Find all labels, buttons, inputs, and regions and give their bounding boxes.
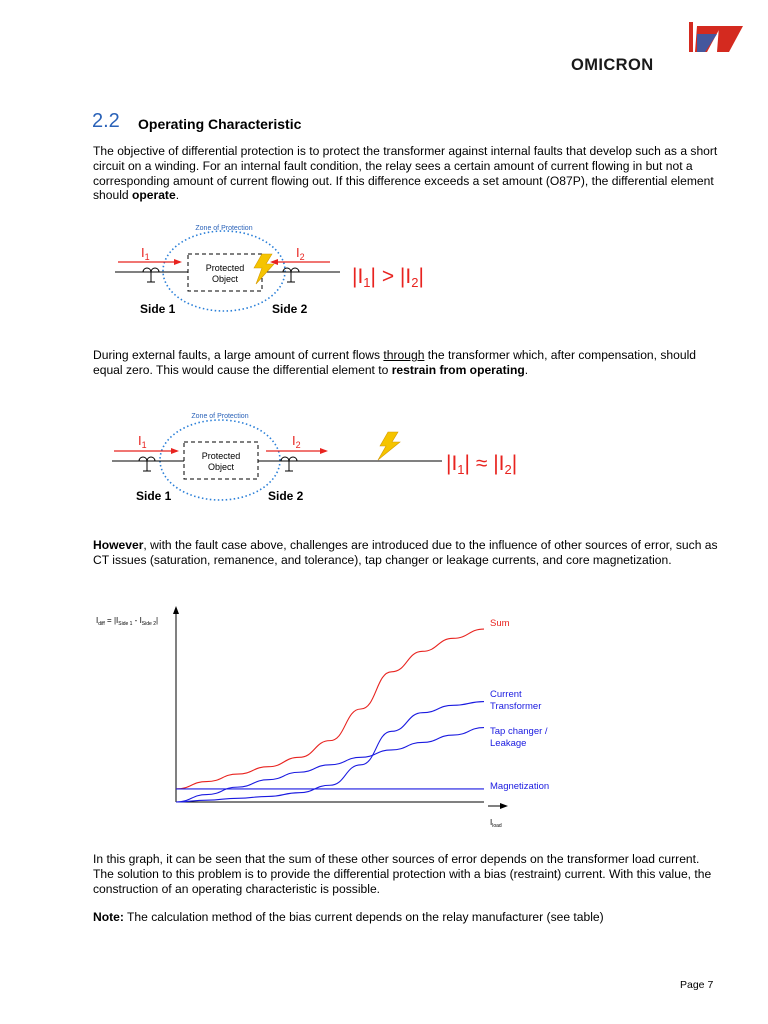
section-title: Operating Characteristic <box>138 116 302 132</box>
svg-text:|I1| > |I2|: |I1| > |I2| <box>352 265 424 290</box>
svg-text:Idiff = |ISide 1 - ISide 2|: $I_{diff} = |I_{Side 1} - I_{Side 2}|$ <box>96 616 159 627</box>
label-ct-2: Transformer <box>490 701 542 712</box>
chart-xlabel: $I_{load}$ <box>490 818 502 829</box>
series-line-1 <box>176 702 484 802</box>
internal-fault-diagram <box>0 218 768 322</box>
label-i1: $I_1$ <box>138 433 147 450</box>
protected-object-label-2: Object <box>211 274 239 284</box>
paragraph-external-underline: through <box>383 348 425 362</box>
label-side-2: Side 2 <box>268 489 304 503</box>
paragraph-external-end: . <box>524 362 529 377</box>
paragraph-graph-text: In this graph, it can be seen that the sum of these other sources of error depends on the transformer load current. The solution to this problem is to provide the differential protection with a bias (restraint) current. With this value, the construction of an operating characteristic is possible. <box>93 852 712 896</box>
zone-label: Zone of Protection <box>191 413 249 420</box>
note-label: Note: <box>93 910 124 924</box>
series-line-2 <box>176 728 484 802</box>
label-side-1: Side 1 <box>136 489 172 503</box>
brand-name: OMICRON <box>571 56 654 74</box>
paragraph-challenges-bold: However <box>93 538 144 552</box>
series-layer <box>176 629 484 802</box>
label-i2: $I_2$ <box>292 433 301 450</box>
x-axis-arrow <box>500 803 508 809</box>
protected-object-label-1: Protected <box>205 263 245 273</box>
omicron-logo-mark <box>689 22 743 52</box>
label-ct-1: Current <box>490 689 522 700</box>
paragraph-note <box>93 910 723 925</box>
chart-ylabel <box>96 616 158 627</box>
paragraph-graph-explanation <box>93 852 723 896</box>
ct-left-icon <box>143 268 159 272</box>
paragraph-objective-text: The objective of differential protection is to protect the transformer against internal faults that develop such as a short circuit on a winding. For an internal fault condition, the relay sees a certain amount of current flowing in but not a corresponding amount of current flowing out. If this difference exceeds a set amount (O87P), the differential element should <box>93 144 718 203</box>
label-tap-1: Tap changer / <box>490 726 548 737</box>
label-tap-2: Leakage <box>490 738 527 749</box>
paragraph-challenges <box>93 538 723 568</box>
label-i1: $I_1$ <box>141 245 150 262</box>
external-fault-diagram <box>0 406 768 510</box>
paragraph-objective-bold: operate <box>132 188 176 203</box>
note-text: The calculation method of the bias current depends on the relay manufacturer (see table) <box>123 910 604 924</box>
protected-object-label-1: Protected <box>201 451 241 461</box>
label-side-2: Side 2 <box>272 302 308 316</box>
paragraph-challenges-text: , with the fault case above, challenges are introduced due to the influence of other sources of error, such as CT issues (saturation, remanence, and tolerance), tap changer or leakage currents, and core magnetization. <box>93 538 718 567</box>
lightning-bolt-icon <box>378 432 400 460</box>
y-axis-arrow <box>173 606 179 614</box>
label-side-1: Side 1 <box>140 302 176 316</box>
label-sum: Sum <box>490 618 510 629</box>
paragraph-external-bold: restrain from operating <box>391 362 525 377</box>
paragraph-external-faults <box>93 348 723 378</box>
series-labels <box>490 618 549 792</box>
paragraph-objective <box>93 144 723 203</box>
external-fault-formula <box>446 452 517 477</box>
paragraph-objective-end: . <box>175 188 180 203</box>
ct-right-icon <box>281 457 297 461</box>
label-i2: $I_2$ <box>296 245 305 262</box>
protected-object-label-2: Object <box>207 462 235 472</box>
page-number: Page 7 <box>680 979 714 991</box>
svg-text:|I1| ≈ |I2|: |I1| ≈ |I2| <box>446 452 518 477</box>
paragraph-external-start: During external faults, a large amount of current flows <box>93 348 384 362</box>
paragraph-external-mid: the transformer which, after compensation, should equal zero. This would cause the differential element to <box>93 348 697 377</box>
zone-label: Zone of Protection <box>195 225 253 232</box>
internal-fault-formula <box>352 265 424 290</box>
label-mag: Magnetization <box>490 781 550 792</box>
section-number: 2.2 <box>92 110 120 132</box>
error-sources-chart <box>80 596 600 836</box>
ct-left-icon <box>139 457 155 461</box>
